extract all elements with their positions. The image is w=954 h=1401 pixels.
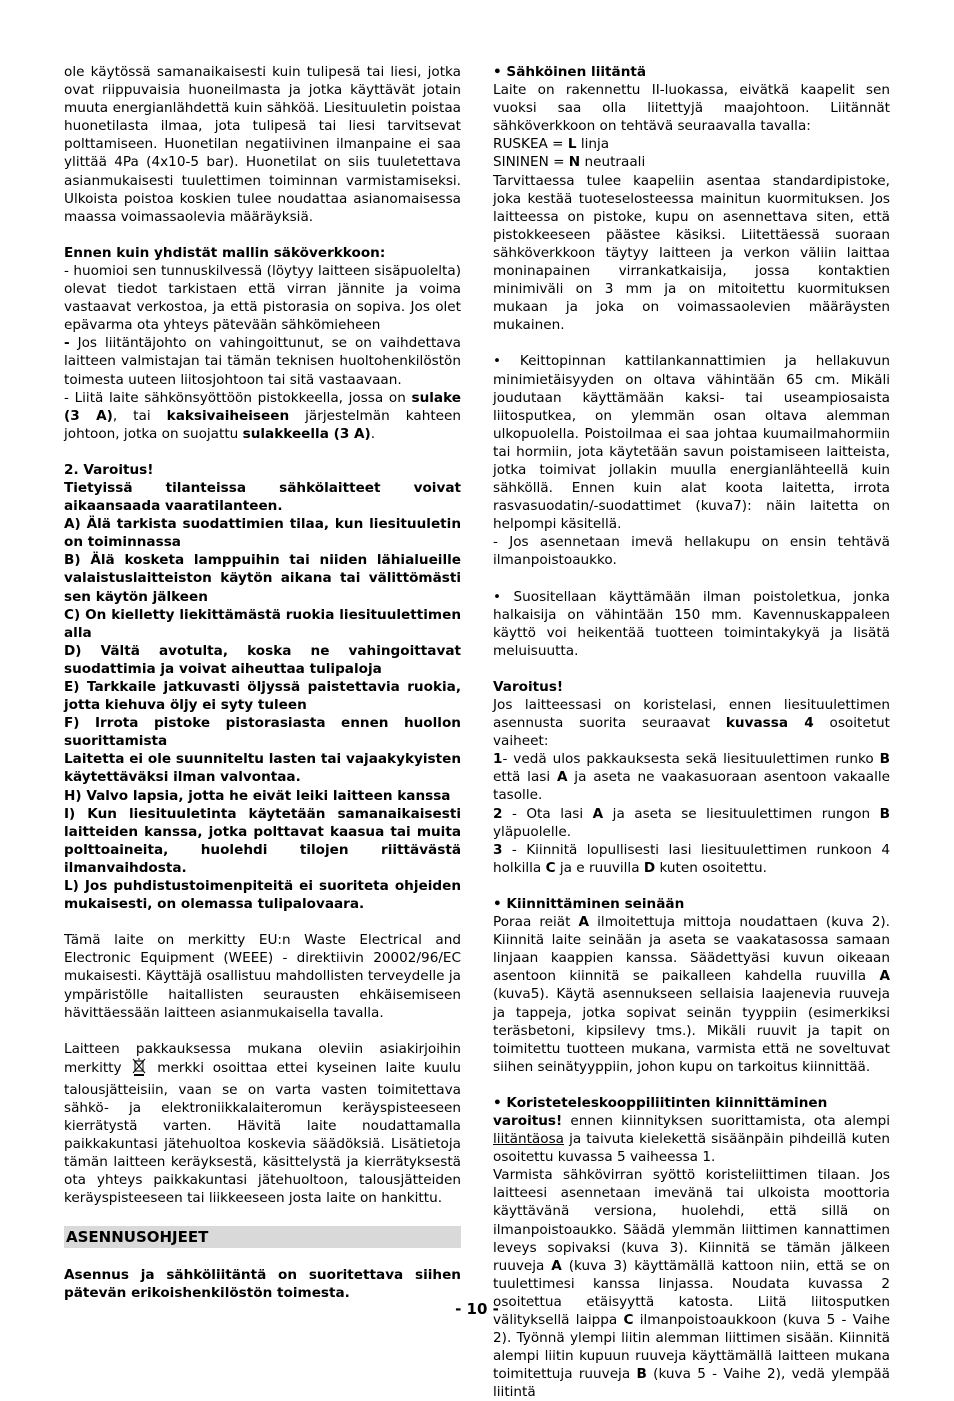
warning-line: L) Jos puhdistustoimenpiteitä ei suoriteta ohjeiden mukaisesti, on olemassa tulipalovaara. <box>64 878 461 913</box>
installation-note: Asennus ja sähköliitäntä on suoritettava siihen pätevän erikoishenkilöstön toimesta. <box>64 1266 461 1301</box>
ventilation-paragraph: ole käytössä samanaikaisesti kuin tulipesä tai liesi, jotka ovat riippuvaisia huoneilmasta ja jotka käyttävät jotain muuta energianlähdettä kuin sähköä. Liesituuletin poistaa huonetilasta ilmaa, jota tulipesä tai liesi tarvitsevat polttamiseen. Huonetilan negatiivinen ilmanpaine ei saa ylittää 4Pa (4x10-5 bar). Huonetilat on siis tuuletettava asianmukaisesti tuulettimen toiminnan varmistamiseksi. Ulkoista poistoa koskien tulee noudattaa asianomaisessa maassa voimassaolevia määräyksiä. <box>64 64 461 225</box>
warning-line: Laitetta ei ole suunniteltu lasten tai vajaakykyisten käytettäväksi ilman valvontaa. <box>64 751 461 786</box>
crossed-out-wheelie-bin-icon <box>132 1058 146 1081</box>
glass-step-1: 1- vedä ulos pakkauksesta sekä liesituulettimen runko B että lasi A ja aseta ne vaakasuoraan asentoon vakaalle tasolle. <box>493 751 890 804</box>
right-column <box>493 63 890 1401</box>
wall-mount-title: • Kiinnittäminen seinään <box>493 895 685 912</box>
connect-item-3: - Liitä laite sähkönsyöttöön pistokkeella, jossa on sulake (3 A), tai kaksivaiheiseen järjestelmän kahteen johtoon, jotka on suojattu sulakkeella (3 A). <box>64 389 461 442</box>
wire-brown: RUSKEA = L linja <box>493 136 610 153</box>
glass-step-2: 2 - Ota lasi A ja aseta se liesituulettimen rungon B yläpuolelle. <box>493 805 890 840</box>
weee-paragraph-2: Laitteen pakkauksessa mukana oleviin asiakirjoihin merkitty merkki osoittaa ettei kyseinen laite kuulu talousjätteisiin, vaan se on varta vasten toimitettava sähkö- ja elektroniikkalaiteromun keräyspisteeseen kierrätystä varten. Hävitä laite noudattamalla paikkakuntasi jätehuoltoa koskevia säädöksiä. Lisätietoja tämän laitteen keräyksestä, käsittelystä ja kierrätyksestä ota yhteys paikkakuntasi jätehuoltoon, talousjätteiden keräyspisteeseen tai liikkeeseen josta laite on hankittu. <box>64 1040 462 1207</box>
warning-title: 2. Varoitus! <box>64 461 154 478</box>
connect-title: Ennen kuin yhdistät mallin säköverkkoon: <box>64 244 386 261</box>
warning-line: E) Tarkkaile jatkuvasti öljyssä paistettavia ruokia, jotta kiehuva öljy ei syty tuleen <box>64 679 461 714</box>
duct-paragraph: • Suositellaan käyttämään ilman poistoletkua, jonka halkaisija on vähintään 150 mm. Kavennuskappaleen käyttö voi heikentää tuotteen toimintakykyä ja lisätä meluisuutta. <box>493 588 890 659</box>
glass-step-3: 3 - Kiinnitä lopullisesti lasi liesituulettimen runkoon 4 holkilla C ja e ruuvilla D kuten osoitettu. <box>493 841 890 876</box>
electrical-title: • Sähköinen liitäntä <box>493 64 647 80</box>
warning-line: I) Kun liesituuletinta käytetään samanaikaisesti laitteiden kanssa, jotka polttavat kaasua tai muita polttoaineita, huolehdi tilojen riittävästä ilmanvaihdosta. <box>64 805 461 876</box>
wall-mount-paragraph: Poraa reiät A ilmoitettuja mittoja noudattaen (kuva 2). Kiinnitä laite seinään ja aseta se vaakatasossa samaan linjaan kaappien kanssa. Säädettyäsi kuvun oikeaan asentoon kiinnitä se paikalleen kahdella ruuvilla A (kuva5). Käytä asennukseen sellaisia laajenevia ruuveja ja tappeja, jotka sopivat seinän tyyppiin (esimerkiksi teräsbetoni, kipsilevy tms.). Mikäli ruuvit ja tapit on toimitettu tuotteen mukana, varmista että ne soveltuvat siihen seinätyyppiin, johon kupu on tarkoitus kiinnittää. <box>493 914 891 1075</box>
left-column <box>64 63 461 1302</box>
suction-hood-paragraph: - Jos asennetaan imevä hellakupu on ensin tehtävä ilmanpoistoaukko. <box>493 534 890 569</box>
warning-line: F) Irrota pistoke pistorasiasta ennen huollon suorittamista <box>64 715 461 750</box>
connect-item-2: - Jos liitäntäjohto on vahingoittunut, se on vaihdettava laitteen valmistajan tai tämän teknisen huoltohenkilöstön toimesta uuteen liitosjohtoon tai sitä vastaavaan. <box>64 335 461 388</box>
glass-warning-intro: Jos laitteessasi on koristelasi, ennen liesituulettimen asennusta suorita seuraavat kuvassa 4 osoitetut vaiheet: <box>493 697 890 750</box>
warning-line: H) Valvo lapsia, jotta he eivät leiki laitteen kanssa <box>64 787 451 804</box>
section-header-installation: ASENNUSOHJEET <box>64 1226 461 1248</box>
connect-item-1: - huomioi sen tunnuskilvessä (löytyy laitteen sisäpuolelta) olevat tiedot tarkistaen että virran jännite ja voima vastaavat verkostoa, ja että pistorasia on sopiva. Jos olet epävarma ota yhteys pätevään sähkömieheen <box>64 262 461 334</box>
electrical-paragraph-1: Laite on rakennettu II-luokassa, eivätkä kaapelit sen vuoksi saa olla liitettyjä maajohtoon. Liitännät sähköverkkoon on tehtävä seuraavalla tavalla: <box>493 82 890 135</box>
wire-blue: SININEN = N neutraali <box>493 154 646 171</box>
warning-line: D) Vältä avotulta, koska ne vahingoittavat suodattimia ja voivat aiheuttaa tulipaloja <box>64 642 461 677</box>
telescopic-paragraph-2: Varmista sähkövirran syöttö koristeliittimen tilaan. Jos laitteesi asennetaan imevänä tai ulkoista moottoria käyttävänä versiona, huolehdi, että sillä on ilmanpoistoaukko. Säädä ylemmän liittimen kannattimen leveys sopivaksi (kuva 3). Kiinnitä se tämän jälkeen ruuveja A (kuva 3) käyttämällä kattoon niin, että se on tuulettimesi kanssa linjassa. Noudata kuvassa 2 osoitettua etäisyyttä katosta. Liitä liitosputken välityksellä laippa C ilmanpoistoaukkoon (kuva 5 - Vaihe 2). Työnnä ylempi liitin alemman liittimen sisään. Kiinnitä alempi liitin kupuun ruuveja käyttämällä laitteen mukana toimitettuja ruuveja B (kuva 5 - Vaihe 2), vedä ylempää liitintä <box>493 1167 891 1401</box>
hob-distance-paragraph: • Keittopinnan kattilankannattimien ja hellakuvun minimietäisyyden on oltava vähintään 65 cm. Mikäli joudutaan käyttämään kaksi- tai useampiosaista liitosputkea, on ylemmän osan oltava alemman ulkopuolella. Poistoilmaa ei saa johtaa kuumailmahormiin tai hormiin, jota käytetään savun poistamiseen laitteista, jotka toimivat jollakin muulla energianlähteellä kuin sähköllä. Ennen kuin alat koota laitetta, irrota rasvasuodatin/-suodattimet (kuva7): näin laitetta on helpompi käsitellä. <box>493 353 890 533</box>
glass-warning-title: Varoitus! <box>493 678 564 695</box>
warning-line: Tietyissä tilanteissa sähkölaitteet voivat aikaansaada vaaratilanteen. <box>64 479 461 515</box>
telescopic-title: • Koristeteleskooppiliitinten kiinnittäminen <box>493 1094 828 1111</box>
electrical-paragraph-2: Tarvittaessa tulee kaapeliin asentaa standardipistoke, joka kestää tuoteselosteessa mainitun kuormituksen. Jos laitteessa on pistoke, kupu on asennettava siten, että pistokkeeseen päästee käsiksi. Liitettäessä suoraan sähköverkkoon täytyy laitteen ja verkon väliin laittaa moninapainen virrankatkaisija, jossa kontaktien minimiväli on 3 mm ja on mitoitettu kuormituksen mukaan ja joka on voimassaolevien määräysten mukainen. <box>493 172 890 334</box>
page-number: - 10 - <box>455 1300 499 1318</box>
telescopic-paragraph-1: varoitus! ennen kiinnityksen suorittamista, ota alempi liitäntäosa ja taivuta kielekettä sisäänpäin pihdeillä kuten osoitettu kuvassa 5 vaiheessa 1. <box>493 1112 890 1166</box>
weee-paragraph-1: Tämä laite on merkitty EU:n Waste Electrical and Electronic Equipment (WEEE) - direktiivin 20002/96/EC mukaisesti. Käyttäjä osallistuu mahdollisten terveydelle ja ympäristölle haitallisten seurausten ehkäisemiseen hävittäessään laitteen asianmukaisella tavalla. <box>64 932 461 1021</box>
warning-line: B) Älä kosketa lamppuihin tai niiden lähialueille valaistuslaitteiston käytön aikana tai välittömästi sen käytön jälkeen <box>64 552 461 605</box>
warning-line: A) Älä tarkista suodattimien tilaa, kun liesituuletin on toiminnassa <box>64 516 461 551</box>
warning-line: C) On kielletty liekittämästä ruokia liesituulettimen alla <box>64 606 461 641</box>
